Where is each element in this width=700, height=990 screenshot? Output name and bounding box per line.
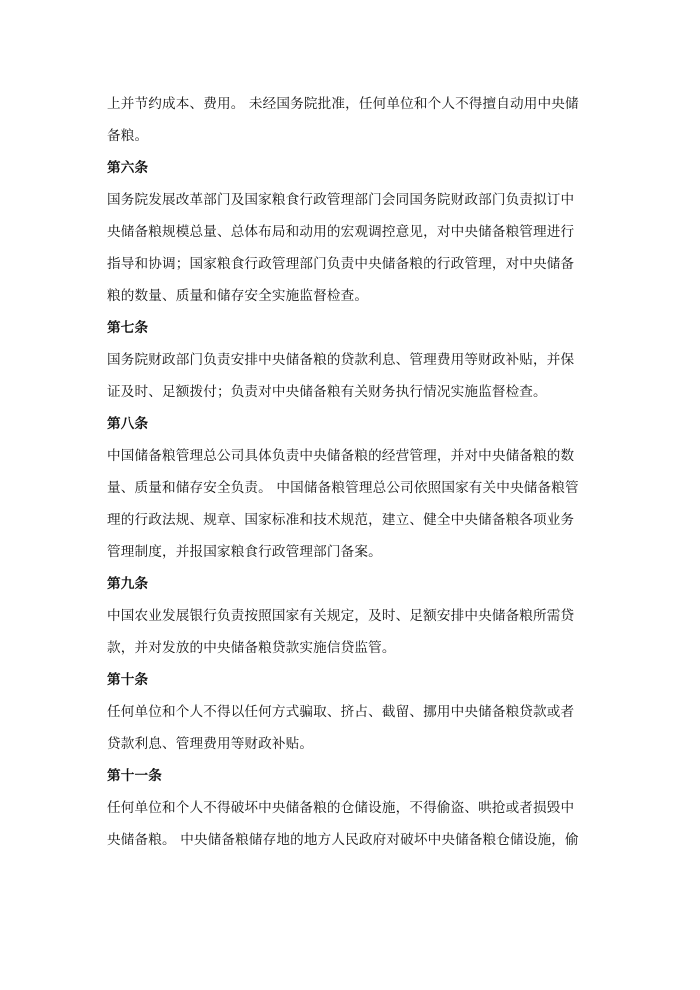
paragraph-line: 任何单位和个人不得以任何方式骗取、挤占、截留、挪用中央储备粮贷款或者	[107, 704, 575, 720]
article-heading: 第九条	[107, 576, 149, 592]
document-body	[107, 88, 607, 856]
paragraph-line: 中国储备粮管理总公司具体负责中央储备粮的经营管理，并对中央储备粮的数	[107, 448, 575, 464]
paragraph-line: 款，并对发放的中央储备粮贷款实施信贷监管。	[107, 640, 396, 656]
paragraph-line: 理的行政法规、规章、国家标准和技术规范，建立、健全中央储备粮各项业务	[107, 512, 575, 528]
paragraph-line: 上并节约成本、费用。 未经国务院批准，任何单位和个人不得擅自动用中央储	[107, 96, 579, 112]
paragraph-line: 指导和协调；国家粮食行政管理部门负责中央储备粮的行政管理，对中央储备	[107, 256, 575, 272]
article-heading: 第十一条	[107, 768, 162, 784]
paragraph-line: 贷款利息、管理费用等财政补贴。	[107, 736, 314, 752]
paragraph-line: 量、质量和储存安全负责。 中国储备粮管理总公司依照国家有关中央储备粮管	[107, 480, 579, 496]
paragraph-line: 备粮。	[107, 128, 149, 144]
paragraph-line: 国务院财政部门负责安排中央储备粮的贷款利息、管理费用等财政补贴，并保	[107, 352, 575, 368]
paragraph-line: 任何单位和个人不得破坏中央储备粮的仓储设施，不得偷盗、哄抢或者损毁中	[107, 800, 575, 816]
paragraph-line: 证及时、足额拨付；负责对中央储备粮有关财务执行情况实施监督检查。	[107, 384, 547, 400]
paragraph-line: 国务院发展改革部门及国家粮食行政管理部门会同国务院财政部门负责拟订中	[107, 192, 575, 208]
paragraph-line: 管理制度，并报国家粮食行政管理部门备案。	[107, 544, 382, 560]
article-heading: 第七条	[107, 320, 149, 336]
paragraph-line: 央储备粮规模总量、总体布局和动用的宏观调控意见，对中央储备粮管理进行	[107, 224, 575, 240]
article-heading: 第十条	[107, 672, 149, 688]
paragraph-line: 中国农业发展银行负责按照国家有关规定，及时、足额安排中央储备粮所需贷	[107, 608, 575, 624]
article-heading: 第六条	[107, 160, 149, 176]
paragraph-line: 粮的数量、质量和储存安全实施监督检查。	[107, 288, 369, 304]
paragraph-line: 央储备粮。 中央储备粮储存地的地方人民政府对破坏中央储备粮仓储设施，偷	[107, 832, 579, 848]
article-heading: 第八条	[107, 416, 149, 432]
